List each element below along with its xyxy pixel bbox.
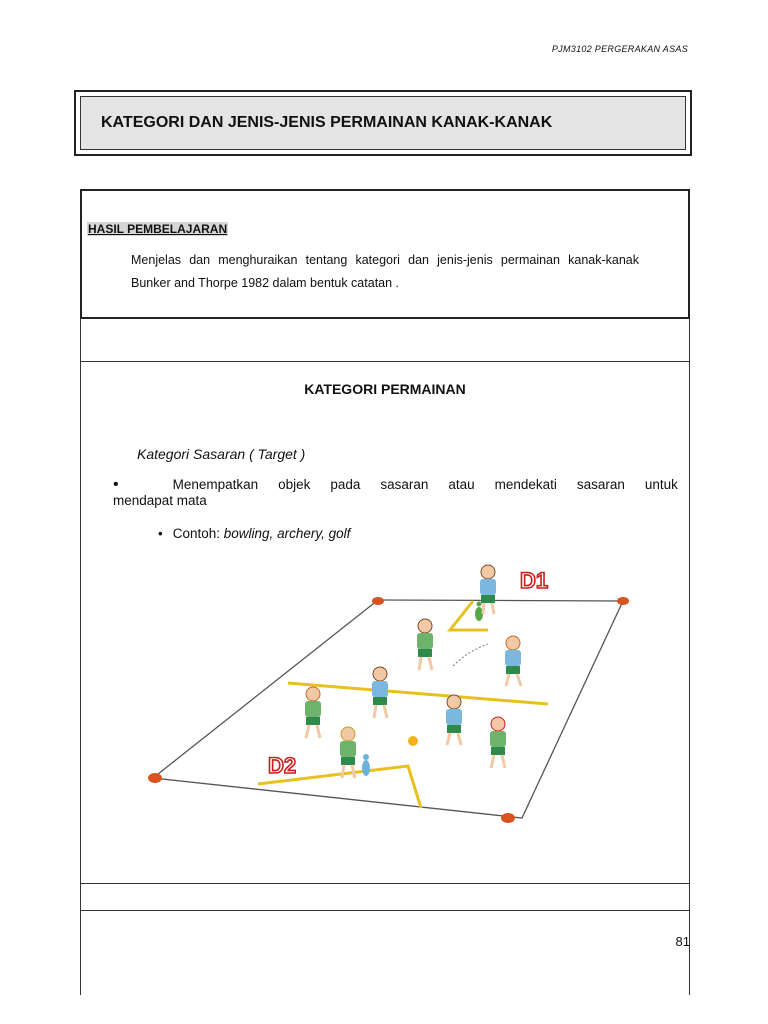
- court-line-middle: [288, 683, 548, 704]
- bullet-1-word: sasaran: [380, 477, 429, 492]
- bullet-1-word: pada: [330, 477, 361, 492]
- cone-icon: [372, 597, 384, 605]
- child-figure: [490, 717, 506, 768]
- bullet-1-word: Menempatkan: [172, 477, 259, 492]
- child-figure: [446, 695, 462, 745]
- table-left-border: [80, 319, 81, 995]
- bullet-1-word: sasaran: [576, 477, 625, 492]
- page-title: KATEGORI DAN JENIS-JENIS PERMAINAN KANAK-KANAK: [80, 96, 686, 150]
- label-d2: D2: [268, 753, 297, 778]
- cone-icon: [148, 773, 162, 783]
- child-figure: [305, 687, 321, 738]
- ball-icon: [408, 736, 418, 746]
- ball-path: [453, 644, 488, 666]
- category-label: Kategori Sasaran ( Target ): [137, 446, 306, 462]
- table-right-border: [689, 319, 690, 995]
- label-d1: D1: [520, 568, 549, 593]
- learning-outcome-heading: HASIL PEMBELAJARAN: [88, 222, 228, 236]
- table-divider-1: [80, 361, 690, 362]
- section-title: KATEGORI PERMAINAN: [304, 381, 466, 397]
- cone-icon: [501, 813, 515, 823]
- example-list: bowling, archery, golf: [223, 526, 351, 541]
- table-divider-2: [80, 883, 690, 884]
- bullet-1-word: objek: [278, 477, 311, 492]
- bullet-1-word: atau: [448, 477, 475, 492]
- learning-outcome-text: Menjelas dan menghuraikan tentang kategori dan jenis-jenis permainan kanak-kanak Bunker and Thorpe 1982 dalam bentuk catatan .: [131, 253, 639, 290]
- cone-icon: [617, 597, 629, 605]
- bullet-symbol: •: [158, 526, 163, 541]
- court-outline: [153, 600, 623, 818]
- target-game-illustration: [138, 556, 632, 838]
- child-figure: [505, 636, 521, 686]
- bullet-item-2: [158, 526, 350, 541]
- bowling-pin-icon: [362, 754, 370, 776]
- bullet-symbol: •: [113, 476, 119, 493]
- child-figure: [340, 727, 356, 778]
- table-divider-3: [80, 910, 690, 911]
- child-figure: [480, 565, 496, 614]
- header-course-code: PJM3102 PERGERAKAN ASAS: [551, 44, 688, 54]
- bullet-1-word: mendekati: [494, 477, 557, 492]
- child-figure: [417, 619, 433, 670]
- bullet-1-word: untuk: [644, 477, 678, 492]
- title-box: [74, 90, 692, 156]
- bullet-1-line-2: mendapat mata: [113, 493, 207, 508]
- page-number: 81: [675, 934, 690, 949]
- example-prefix: Contoh:: [172, 526, 224, 541]
- learning-outcome-box: [80, 189, 690, 319]
- bullet-item-1: [113, 477, 678, 508]
- child-figure: [372, 667, 388, 718]
